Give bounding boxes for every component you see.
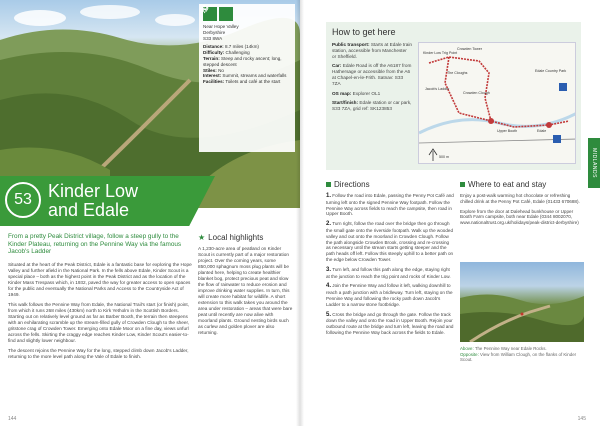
start-info: Start/finish: Edale station or car park, S33 7ZA, grid ref: SK123853 [332, 100, 412, 112]
map-scale: 500 m [439, 155, 449, 159]
map-label: Kinder Low Trig Point [423, 51, 458, 55]
photo-caption: Above: The Pennine Way near Edale Rocks. Opposite: View from William Clough, on the flanks of Kinder Scout. [460, 346, 577, 363]
map-label: Jacob's Ladder [425, 87, 450, 91]
transport-info: Public transport: Starts at Edale train station, accessible from Manchester or Sheffield. [332, 42, 412, 59]
body-paragraph: The descent rejoins the Pennine Way for the long, stepped climb down Jacob's Ladder, returning to the more level path along the Vale of Edale to finish. [8, 348, 189, 359]
direction-step: 1. Follow the road into Edale, passing the Penny Pot Café and turning left onto the signed Pennine Way footpath. Follow the Pennine Way across fields to reach the campsite, then road in Upper Booth. [326, 193, 454, 217]
square-bullet-icon [326, 182, 331, 187]
body-paragraph: Situated at the heart of the Peak District, Edale is a fantastic base for exploring the Hope Valley and further afield in the National Park. In the fells above Edale, Kinder Scout is a special place – both as the highest point in the Peak District and as the location of the Kinder Mass Trespass which, in 1932, paved the way for greater access to open spaces for the public and eventually the National Parks and Access to the Countryside Act of 1949. [8, 262, 192, 297]
region-tab: MIDLANDS [588, 138, 600, 188]
map-label: The Cloughs [447, 71, 468, 75]
info-postcode: S33 8WA [203, 35, 223, 41]
title-band [0, 176, 300, 226]
direction-step: 4. Join the Pennine Way and follow it left, walking downhill to reach a path junction with a bridleway. Turn left, staying on the Pennine Way and following the rocky path down Jacob's Ladder to a narrow stone footbridge. [326, 283, 453, 307]
dog-icon [219, 7, 233, 21]
eat-paragraph: Enjoy a post-walk warming hot chocolate or refreshing chilled drink at the Penny Pot Café, Edale (01433 670688). [460, 193, 580, 204]
highlights-heading: Local highlights [208, 233, 264, 242]
walk-info-box [199, 4, 295, 152]
directions-heading: Directions [334, 180, 370, 189]
info-location-2: Derbyshire [203, 29, 226, 35]
route-title: Kinder Low and Edale [48, 181, 139, 220]
getthere-heading: How to get here [332, 27, 396, 37]
map-label: Crowden Tower [457, 47, 482, 51]
info-difficulty: Difficulty: Challenging [203, 50, 250, 56]
info-stiles: Stiles: No [203, 67, 224, 73]
info-terrain: Terrain: Steep and rocky ascent; long, stepped descent [203, 55, 282, 67]
route-map [418, 42, 576, 164]
route-number: 53 [5, 182, 41, 218]
intro-text: From a pretty Peak District village, follow a steep gully to the Kinder Plateau, returning on the Pennine Way via the famous Jacob's Ladder [8, 233, 182, 256]
osmap-info: OS map: Explorer OL1 [332, 90, 381, 96]
page-number-left: 144 [8, 416, 17, 422]
map-illustration [419, 43, 576, 164]
direction-step: 3. Turn left, and follow this path along the edge, staying right at the junction to reach the trig point and rocks of Kinder Low. [326, 266, 451, 279]
highlights-text: A 1,230-acre area of peatland on Kinder Scout is currently part of a major restoration project. Over the coming years, some 850,000 sphagnum moss plug plants will be planted here, helping to create healthier blanket bog, protect precious peat and slow the flow of rainwater to reduce erosion and improve drinking water supplies. In turn, this will create more habitat for wildlife. A short extension to this walk takes you around the area under restoration – areas that were bare peat until recently are now alive with moorland plants. Ground nesting birds such as curlew and golden plover are also returning. [198, 246, 293, 335]
info-interest: Interest: Summit, streams and waterfalls [203, 73, 287, 79]
direction-step: 5. Cross the bridge and go through the gate. Follow the track down the valley and onto the road in Upper Booth. Rejoin your outbound route at the bridge and turn left, leaving the road and following the Pennine Way back across the fields to Edale. [326, 311, 454, 335]
directions-section [326, 180, 454, 340]
car-info: Car: Edale Road is off the A6187 from Hathersage or accessible from the A6 at Chapel-en-le-Frith. Satnav: S33 7ZA [332, 63, 412, 86]
page-number-right: 145 [577, 416, 586, 422]
info-location-1: Near Hope Valley [203, 24, 239, 29]
map-label: Edale Country Park [535, 69, 567, 73]
photo-illustration [460, 262, 584, 342]
how-to-get-here-box [326, 22, 581, 170]
map-label: Upper Booth [497, 129, 518, 133]
eat-paragraph: Explore from the door at Dalehead bunkhouse or Upper Booth Farm campsite, both near Edale (0344 8002070, www.nationaltrust.org.uk/holidays/peak-district-derbyshire) [460, 208, 579, 226]
info-distance: Distance: 8.7 miles (14km) [203, 44, 259, 50]
square-bullet-icon [460, 182, 465, 187]
map-label: Crowden Clough [463, 91, 490, 95]
direction-step: 2. Turn right, follow the road over the bridge then go through the small gate onto the riverside footpath. Walk up the wooded valley and out onto the moorland in Crowden Clough. Follow the path alongside Crowden Brook, crossing and re-crossing as necessary until the stream starts getting steeper and the path heads off left. Follow this steeply uphill to a better path on the edge below Crowden Tower. [326, 221, 454, 262]
pennine-way-photo [460, 262, 584, 342]
eat-heading: Where to eat and stay [468, 180, 547, 189]
local-highlights [198, 233, 294, 336]
body-text [8, 262, 194, 364]
info-facilities: Facilities: Toilets and café at the start [203, 79, 281, 85]
map-label: Edale [537, 129, 547, 133]
book-gutter [296, 0, 304, 426]
eat-and-stay-section [460, 180, 584, 230]
body-paragraph: This walk follows the Pennine Way from Edale, the National Trail's start (or finish) point, from which it runs 268 miles (430km) north to Kirk Yetholm in the Scottish Borders. Starting out on relatively level ground as far as Barber Booth, the terrain then steepens with an exhilarating scramble up the stream-filled gully of Crowden Clough to the sheer, gritstone crag of Crowden Tower. Emerging onto Edale Moor on a fine day, views unfurl across the fells. Skirting the craggy edge reaches Kinder Low, Kinder Scout's easier-to-find and slightly lower neighbour. [8, 302, 190, 343]
right-page [300, 0, 600, 426]
star-icon: ★ [198, 233, 206, 242]
